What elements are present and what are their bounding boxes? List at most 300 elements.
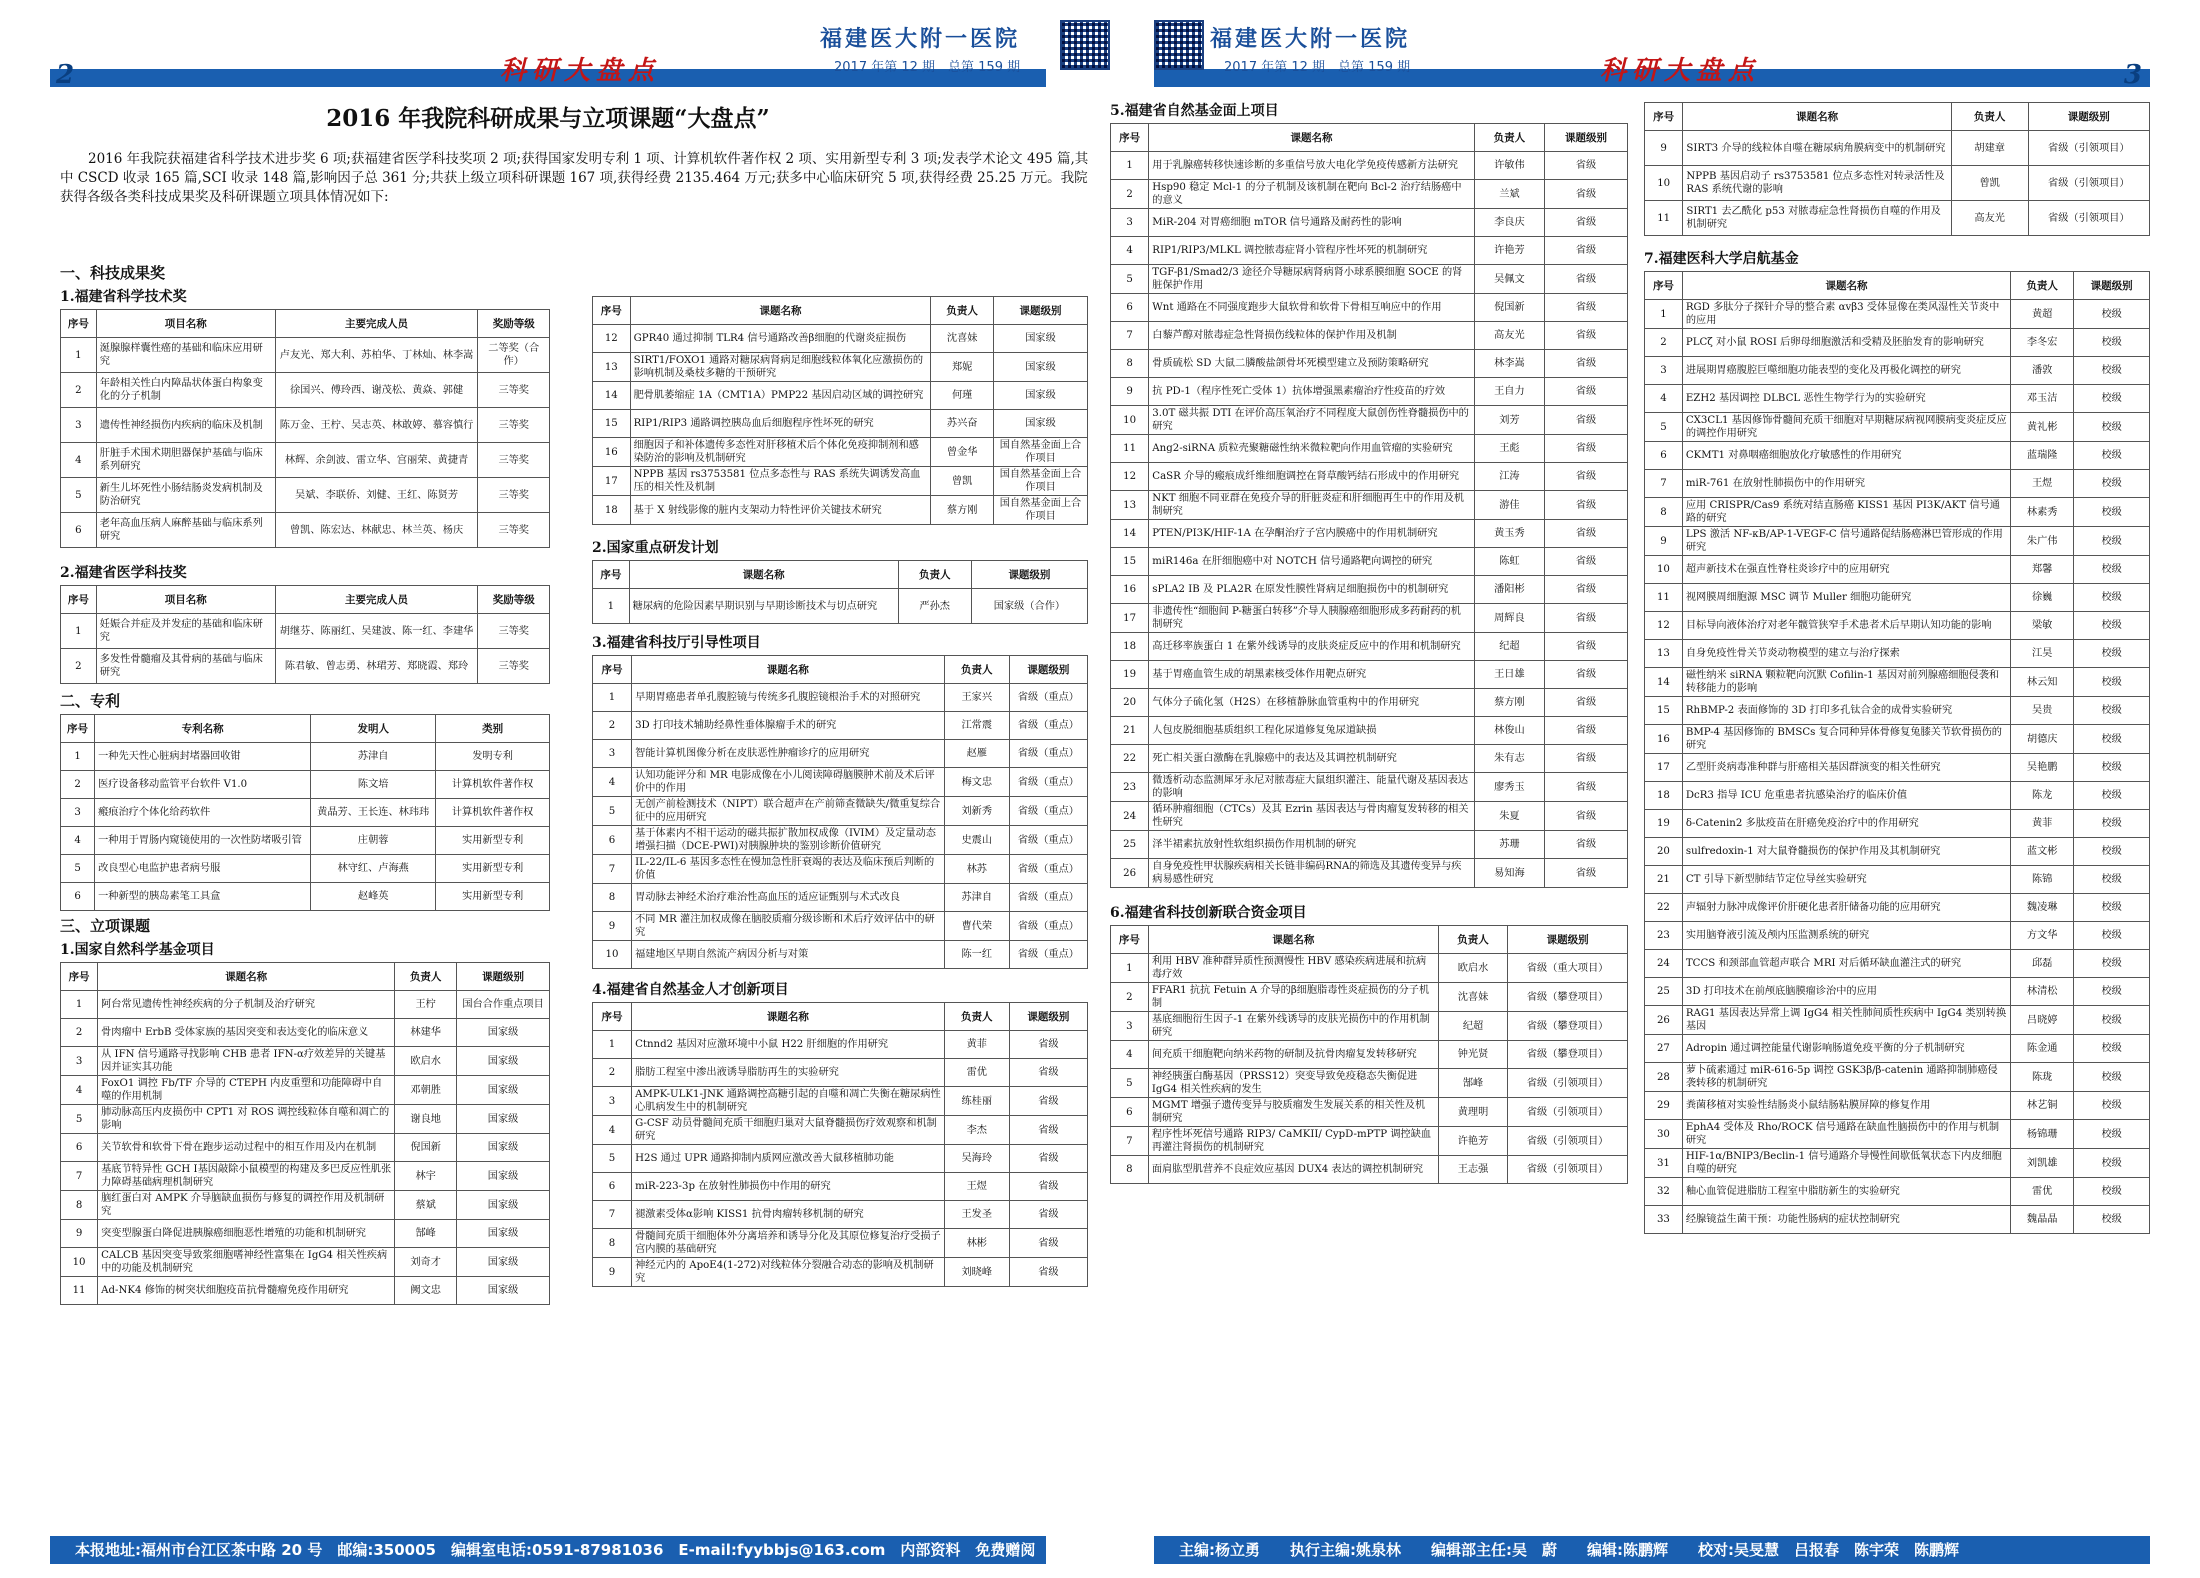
person-cell: 王志强	[1438, 1156, 1507, 1184]
row-number: 26	[1111, 859, 1149, 888]
person-cell: 陈文培	[311, 771, 436, 799]
table-row	[593, 325, 1088, 353]
column-header: 负责人	[1474, 124, 1544, 152]
row-number: 1	[593, 684, 632, 712]
project-name: MGMT 增强子遗传变异与胶质瘤发生发展关系的相关性及机制研究	[1148, 1098, 1438, 1127]
project-name: 人包皮脱细胞基质组织工程化尿道修复兔尿道缺损	[1149, 717, 1475, 745]
issue-info: 2017 年第 12 期 总第 159 期	[834, 60, 1021, 75]
table-row	[1111, 491, 1628, 520]
person-cell: 方文华	[2011, 922, 2074, 950]
level-cell: 省级	[1009, 1116, 1087, 1145]
table-row	[61, 1162, 550, 1191]
person-cell: 雷优	[944, 1059, 1009, 1087]
table-qihang	[1644, 271, 2150, 1234]
level-cell: 三等奖	[478, 649, 550, 684]
table-row	[61, 827, 550, 855]
table-row	[1645, 866, 2150, 894]
person-cell: 吴斌、李联侨、刘健、王红、陈贤芳	[275, 478, 478, 513]
subsection-heading: 3.福建省科技厅引导性项目	[592, 635, 761, 651]
level-cell: 校级	[2074, 754, 2150, 782]
person-cell: 庄朝蓉	[311, 827, 436, 855]
level-cell: 国家级	[457, 1134, 550, 1162]
level-cell: 省级	[1545, 350, 1628, 378]
person-cell: 潘敦	[2011, 357, 2074, 385]
level-cell: 国家级	[457, 1191, 550, 1220]
project-name: 3D 打印技术在前颅底脑膜瘤诊治中的应用	[1682, 978, 2010, 1006]
column-header: 序号	[593, 297, 631, 325]
person-cell: 蔡斌	[395, 1191, 457, 1220]
person-cell: 林宇	[395, 1162, 457, 1191]
table-row	[61, 883, 550, 911]
level-cell: 省级	[1545, 180, 1628, 209]
level-cell: 国家级	[457, 1047, 550, 1076]
level-cell: 校级	[2074, 894, 2150, 922]
person-cell: 吕晓婷	[2011, 1006, 2074, 1035]
column-header: 课题名称	[98, 963, 395, 991]
table-header-row	[593, 297, 1088, 325]
row-number: 2	[593, 1059, 632, 1087]
level-cell: 省级（重点）	[1009, 884, 1087, 912]
table-guide	[592, 655, 1088, 969]
project-name: 福建地区早期自然流产病因分析与对策	[632, 941, 945, 969]
row-number: 14	[1111, 520, 1149, 548]
level-cell: 国家级	[457, 1019, 550, 1047]
table-row	[1645, 810, 2150, 838]
level-cell: 省级（重点）	[1009, 941, 1087, 969]
level-cell: 校级	[2074, 556, 2150, 584]
project-name: 遗传性神经损伤内疾病的临床及机制	[96, 408, 275, 443]
person-cell: 曹代荣	[944, 912, 1009, 941]
row-number: 10	[1645, 166, 1683, 201]
column-header: 主要完成人员	[275, 310, 478, 338]
row-number: 1	[1111, 152, 1149, 180]
table-row	[1111, 378, 1628, 406]
person-cell: 高友光	[1951, 201, 2028, 236]
row-number: 6	[61, 513, 97, 548]
row-number: 9	[61, 1220, 98, 1248]
row-number: 8	[61, 1191, 98, 1220]
project-name: miR-761 在放射性肺损伤中的作用研究	[1682, 470, 2010, 498]
table-row	[593, 912, 1088, 941]
project-name: MiR-204 对胃癌细胞 mTOR 信号通路及耐药性的影响	[1149, 209, 1475, 237]
table-row	[1111, 463, 1628, 491]
level-cell: 省级（引领项目）	[2028, 201, 2149, 236]
project-name: 无创产前检测技术（NIPT）联合超声在产前筛查微缺失/微重复综合征中的应用研究	[632, 797, 945, 826]
level-cell: 省级	[1545, 209, 1628, 237]
level-cell: 省级	[1545, 152, 1628, 180]
column-header: 序号	[593, 561, 630, 589]
project-name: EZH2 基因调控 DLBCL 恶性生物学行为的实验研究	[1682, 385, 2010, 413]
row-number: 10	[593, 941, 632, 969]
level-cell: 省级	[1545, 717, 1628, 745]
table-row	[593, 1059, 1088, 1087]
level-cell: 省级	[1545, 576, 1628, 604]
table-row	[1111, 548, 1628, 576]
project-name: 早期胃癌患者单孔腹腔镜与传统多孔腹腔镜根治手术的对照研究	[632, 684, 945, 712]
person-cell: 郜峰	[1438, 1069, 1507, 1098]
level-cell: 国家级	[457, 1277, 550, 1305]
table-row	[593, 740, 1088, 768]
person-cell: 阙文忠	[395, 1277, 457, 1305]
person-cell: 黄理明	[1438, 1098, 1507, 1127]
row-number: 22	[1111, 745, 1149, 773]
level-cell: 国家级	[457, 1248, 550, 1277]
person-cell: 郑馨	[2011, 556, 2074, 584]
project-name: 关节软骨和软骨下骨在跑步运动过程中的相互作用及内在机制	[98, 1134, 395, 1162]
table-header-row	[593, 561, 1088, 589]
row-number: 3	[61, 408, 97, 443]
table-row	[1645, 1092, 2150, 1120]
level-cell: 省级（攀登项目）	[1508, 983, 1628, 1012]
person-cell: 刘新秀	[944, 797, 1009, 826]
right-column-a	[1110, 100, 1628, 1184]
table-header-row	[61, 310, 550, 338]
table-mianshang	[1110, 123, 1628, 888]
table-row	[1645, 329, 2150, 357]
project-name: 褪激素受体α影响 KISS1 抗骨肉瘤转移机制的研究	[632, 1201, 945, 1229]
level-cell: 省级	[1009, 1258, 1087, 1287]
project-name: 白藜芦醇对脓毒症急性肾损伤线粒体的保护作用及机制	[1149, 322, 1475, 350]
person-cell: 游佳	[1474, 491, 1544, 520]
project-name: 老年高血压病人麻醉基础与临床系列研究	[96, 513, 275, 548]
person-cell: 曾凯	[931, 467, 994, 496]
table-row	[61, 1105, 550, 1134]
person-cell: 林素秀	[2011, 498, 2074, 527]
level-cell: 校级	[2074, 1178, 2150, 1206]
project-name: 利用 HBV 准种群异质性预测慢性 HBV 感染疾病进展和抗病毒疗效	[1148, 954, 1438, 983]
row-number: 2	[1111, 180, 1149, 209]
column-header: 课题级别	[1545, 124, 1628, 152]
project-name: BMP-4 基因修饰的 BMSCs 复合同种异体骨修复兔膝关节软骨损伤的研究	[1682, 725, 2010, 754]
row-number: 5	[1645, 413, 1683, 442]
row-number: 1	[61, 614, 97, 649]
level-cell: 校级	[2074, 498, 2150, 527]
table-row	[1645, 754, 2150, 782]
project-name: RAG1 基因表达异常上调 IgG4 相关性肺间质性疾病中 IgG4 类别转换基因	[1682, 1006, 2010, 1035]
row-number: 10	[1111, 406, 1149, 435]
table-row	[593, 1087, 1088, 1116]
level-cell: 计算机软件著作权	[436, 799, 550, 827]
person-cell: 刘奇才	[395, 1248, 457, 1277]
row-number: 20	[1111, 689, 1149, 717]
person-cell: 吴佩文	[1474, 265, 1544, 294]
project-name: 医疗设备移动监管平台软件 V1.0	[95, 771, 311, 799]
person-cell: 纪超	[1474, 633, 1544, 661]
level-cell: 省级	[1545, 237, 1628, 265]
person-cell: 江昊	[2011, 640, 2074, 668]
level-cell: 国家级	[994, 325, 1088, 353]
level-cell: 省级	[1545, 859, 1628, 888]
level-cell: 校级	[2074, 668, 2150, 697]
column-header: 课题级别	[971, 561, 1087, 589]
table-row	[61, 338, 550, 373]
row-number: 17	[593, 467, 631, 496]
project-name: 声辐射力脉冲成像评价肝硬化患者肝储备功能的应用研究	[1682, 894, 2010, 922]
person-cell: 胡继芬、陈丽红、吴建波、陈一红、李建华	[275, 614, 478, 649]
level-cell: 省级	[1009, 1087, 1087, 1116]
level-cell: 国家级	[457, 1076, 550, 1105]
table-patents	[60, 714, 550, 911]
row-number: 11	[1645, 584, 1683, 612]
project-name: DcR3 指导 ICU 危重患者抗感染治疗的临床价值	[1682, 782, 2010, 810]
level-cell: 省级（重点）	[1009, 684, 1087, 712]
subsection-heading: 2.福建省医学科技奖	[60, 565, 187, 581]
project-name: Hsp90 稳定 Mcl-1 的分子机制及该机制在靶向 Bcl-2 治疗结肠癌中的意义	[1149, 180, 1475, 209]
row-number: 14	[593, 382, 631, 410]
project-name: 神经元内的 ApoE4(1-272)对线粒体分裂融合动态的影响及机制研究	[632, 1258, 945, 1287]
row-number: 2	[61, 1019, 98, 1047]
row-number: 33	[1645, 1206, 1683, 1234]
project-name: 用于乳腺癌转移快速诊断的多重信号放大电化学免疫传感新方法研究	[1149, 152, 1475, 180]
table-row	[1645, 413, 2150, 442]
level-cell: 三等奖	[478, 408, 550, 443]
column-header: 序号	[1111, 124, 1149, 152]
person-cell: 朱有志	[1474, 745, 1544, 773]
row-number: 11	[1111, 435, 1149, 463]
table-row	[593, 1116, 1088, 1145]
project-name: 基于胃癌血管生成的胡黑素核受体作用靶点研究	[1149, 661, 1475, 689]
level-cell: 省级（引领项目）	[1508, 1069, 1628, 1098]
table-row	[61, 1047, 550, 1076]
level-cell: 国自然基金面上合作项目	[994, 438, 1088, 467]
person-cell: 林艺铜	[2011, 1092, 2074, 1120]
table-row	[61, 855, 550, 883]
level-cell: 校级	[2074, 782, 2150, 810]
table-row	[1111, 1156, 1628, 1184]
person-cell: 何瑾	[931, 382, 994, 410]
level-cell: 校级	[2074, 357, 2150, 385]
table-talent	[592, 1002, 1088, 1287]
project-name: Ang2-siRNA 质粒壳聚糖磁性纳米微粒靶向作用血管瘤的实验研究	[1149, 435, 1475, 463]
table-header-row	[593, 656, 1088, 684]
level-cell: 省级	[1545, 265, 1628, 294]
table-row	[593, 941, 1088, 969]
level-cell: 省级	[1545, 831, 1628, 859]
person-cell: 蓝文彬	[2011, 838, 2074, 866]
table-row	[1111, 294, 1628, 322]
table-row	[1645, 442, 2150, 470]
table-row	[593, 1229, 1088, 1258]
person-cell: 朱广伟	[2011, 527, 2074, 556]
table-award-med	[60, 585, 550, 684]
right-header	[1154, 14, 2150, 94]
table-row	[593, 353, 1088, 382]
table-row	[593, 884, 1088, 912]
row-number: 17	[1111, 604, 1149, 633]
project-name: RIP1/RIP3 通路调控胰岛血后细胞程序性坏死的研究	[630, 410, 931, 438]
article-title: 2016 年我院科研成果与立项课题“大盘点”	[326, 105, 770, 132]
project-name: 3D 打印技术辅助经鼻性垂体腺瘤手术的研究	[632, 712, 945, 740]
level-cell: 省级	[1545, 802, 1628, 831]
hospital-logo-icon	[1060, 20, 1110, 70]
project-name: Adropin 通过调控能量代谢影响肠道免疫平衡的分子机制研究	[1682, 1035, 2010, 1063]
project-name: 程序性坏死信号通路 RIP3/ CaMKII/ CypD-mPTP 调控缺血再灌注肾损伤的机制研究	[1148, 1127, 1438, 1156]
level-cell: 校级	[2074, 1035, 2150, 1063]
column-header: 序号	[61, 963, 98, 991]
project-name: 肺动脉高压内皮损伤中 CPT1 对 ROS 调控线粒体自噬和凋亡的影响	[98, 1105, 395, 1134]
table-row	[1645, 612, 2150, 640]
row-number: 21	[1111, 717, 1149, 745]
level-cell: 校级	[2074, 725, 2150, 754]
row-number: 24	[1645, 950, 1683, 978]
level-cell: 国自然基金面上合作项目	[994, 496, 1088, 525]
project-name: 年龄相关性白内障晶状体蛋白构象变化的分子机制	[96, 373, 275, 408]
level-cell: 国家级	[994, 353, 1088, 382]
project-name: FFAR1 抗抗 Fetuin A 介导的β细胞脂毒性炎症损伤的分子机制	[1148, 983, 1438, 1012]
table-row	[1111, 1098, 1628, 1127]
column-header: 课题名称	[629, 561, 898, 589]
project-name: miR-223-3p 在放射性肺损伤中作用的研究	[632, 1173, 945, 1201]
row-number: 15	[1645, 697, 1683, 725]
row-number: 20	[1645, 838, 1683, 866]
column-header: 序号	[1111, 926, 1149, 954]
project-name: 微透析动态监测犀牙永尼对脓毒症大鼠组织灌注、能量代谢及基因表达的影响	[1149, 773, 1475, 802]
row-number: 2	[61, 771, 95, 799]
project-name: 神经胰蛋白酶基因（PRSS12）突变导致免疫稳态失衡促进 IgG4 相关性疾病的发生	[1148, 1069, 1438, 1098]
row-number: 4	[61, 827, 95, 855]
column-header: 负责人	[1951, 103, 2028, 131]
left-footer: 本报地址:福州市台江区茶中路 20 号 邮编:350005 编辑室电话:0591-87981036 E-mail:fyybbjs@163.com 内部资料 免费赠阅	[50, 1536, 1046, 1564]
table-row	[1111, 322, 1628, 350]
project-name: 非遗传性“细胞间 P-糖蛋白转移”介导人胰腺癌细胞形成多药耐药的机制研究	[1149, 604, 1475, 633]
person-cell: 徐国兴、傅玲西、谢茂松、黄焱、郭健	[275, 373, 478, 408]
project-name: NKT 细胞不同亚群在免疫介导的肝脏炎症和肝细胞再生中的作用及机制研究	[1149, 491, 1475, 520]
level-cell: 省级	[1009, 1201, 1087, 1229]
project-name: LPS 激活 NF-κB/AP-1-VEGF-C 信号通路促结肠癌淋巴管形成的作用研究	[1682, 527, 2010, 556]
level-cell: 国家级	[457, 1105, 550, 1134]
level-cell: 校级	[2074, 1149, 2150, 1178]
person-cell: 易知海	[1474, 859, 1544, 888]
row-number: 25	[1111, 831, 1149, 859]
column-header: 课题名称	[632, 656, 945, 684]
row-number: 2	[593, 712, 632, 740]
person-cell: 沈喜妹	[1438, 983, 1507, 1012]
person-cell: 苏津自	[311, 743, 436, 771]
level-cell: 省级	[1545, 773, 1628, 802]
level-cell: 实用新型专利	[436, 827, 550, 855]
table-row	[61, 513, 550, 548]
table-row	[1645, 950, 2150, 978]
table-row	[1645, 782, 2150, 810]
column-header: 课题名称	[1682, 272, 2010, 300]
project-name: 骨质硫松 SD 大鼠二膦酸盐颌骨坏死模型建立及预防策略研究	[1149, 350, 1475, 378]
left-column-a	[60, 262, 550, 1305]
project-name: 进展期胃癌腹腔巨噬细胞功能表型的变化及再极化调控的研究	[1682, 357, 2010, 385]
table-row	[593, 496, 1088, 525]
row-number: 8	[593, 1229, 632, 1258]
row-number: 3	[61, 1047, 98, 1076]
table-row	[593, 382, 1088, 410]
project-name: 糖尿病的危险因素早期识别与早期诊断技术与切点研究	[629, 589, 898, 624]
row-number: 3	[593, 740, 632, 768]
person-cell: 吴贵	[2011, 697, 2074, 725]
person-cell: 江常震	[944, 712, 1009, 740]
table-row	[61, 1191, 550, 1220]
table-row	[1111, 1069, 1628, 1098]
project-name: 一种用于胃肠内窥镜使用的一次性防堵吸引管	[95, 827, 311, 855]
table-row	[1111, 802, 1628, 831]
level-cell: 校级	[2074, 1063, 2150, 1092]
row-number: 9	[1645, 131, 1683, 166]
section-heading: 二、专利	[60, 692, 121, 710]
person-cell: 苏兴奋	[931, 410, 994, 438]
person-cell: 蓝瑞隆	[2011, 442, 2074, 470]
table-row	[1645, 1035, 2150, 1063]
table-row	[1645, 1178, 2150, 1206]
person-cell: 倪国新	[1474, 294, 1544, 322]
person-cell: 邓玉洁	[2011, 385, 2074, 413]
row-number: 5	[593, 1145, 632, 1173]
level-cell: 省级（重点）	[1009, 768, 1087, 797]
person-cell: 潘阳彬	[1474, 576, 1544, 604]
row-number: 4	[61, 1076, 98, 1105]
table-row	[1111, 520, 1628, 548]
column-header: 序号	[61, 586, 97, 614]
level-cell: 校级	[2074, 470, 2150, 498]
project-name: 视网膜周细胞源 MSC 调节 Muller 细胞功能研究	[1682, 584, 2010, 612]
person-cell: 高友光	[1474, 322, 1544, 350]
table-row	[1645, 1006, 2150, 1035]
table-row	[1111, 1127, 1628, 1156]
person-cell: 王发圣	[944, 1201, 1009, 1229]
person-cell: 蔡方刚	[931, 496, 994, 525]
project-name: IL-22/IL-6 基因多态性在慢加急性肝衰竭的表达及临床预后判断的价值	[632, 855, 945, 884]
person-cell: 苏津自	[944, 884, 1009, 912]
level-cell: 省级	[1009, 1229, 1087, 1258]
row-number: 3	[1111, 209, 1149, 237]
person-cell: 吴艳鹏	[2011, 754, 2074, 782]
person-cell: 陈万金、王柠、吴志英、林敢婷、慕容慎行	[275, 408, 478, 443]
project-name: 改良型心电监护患者病号服	[95, 855, 311, 883]
row-number: 22	[1645, 894, 1683, 922]
column-header: 类别	[436, 715, 550, 743]
level-cell: 三等奖	[478, 614, 550, 649]
table-row	[1111, 237, 1628, 265]
project-name: 经腺镜益生菌干预：功能性肠病的症状控制研究	[1682, 1206, 2010, 1234]
level-cell: 国台合作重点项目	[457, 991, 550, 1019]
row-number: 24	[1111, 802, 1149, 831]
level-cell: 省级	[1545, 378, 1628, 406]
level-cell: 省级	[1545, 745, 1628, 773]
hospital-name: 福建医大附一医院	[820, 27, 1021, 52]
table-row	[1111, 180, 1628, 209]
person-cell: 王日雄	[1474, 661, 1544, 689]
row-number: 8	[1111, 1156, 1149, 1184]
row-number: 4	[1111, 1041, 1149, 1069]
row-number: 25	[1645, 978, 1683, 1006]
row-number: 1	[61, 743, 95, 771]
person-cell: 梁敏	[2011, 612, 2074, 640]
table-row	[61, 408, 550, 443]
level-cell: 国家级	[457, 1220, 550, 1248]
table-row	[1645, 1149, 2150, 1178]
project-name: 脂肪工程室中渗出液诱导脂肪再生的实验研究	[632, 1059, 945, 1087]
level-cell: 省级（攀登项目）	[1508, 1012, 1628, 1041]
subsection-heading: 2.国家重点研发计划	[592, 540, 719, 556]
row-number: 16	[1645, 725, 1683, 754]
row-number: 6	[593, 1173, 632, 1201]
row-number: 3	[1111, 1012, 1149, 1041]
project-name: TGF-β1/Smad2/3 途径介导糖尿病肾病肾小球系膜细胞 SOCE 的肾脏保护作用	[1149, 265, 1475, 294]
subsection-heading: 1.国家自然科学基金项目	[60, 942, 215, 958]
row-number: 12	[1645, 612, 1683, 640]
table-header-row	[1645, 103, 2150, 131]
table-row	[1645, 640, 2150, 668]
level-cell: 校级	[2074, 527, 2150, 556]
level-cell: 校级	[2074, 300, 2150, 329]
row-number: 26	[1645, 1006, 1683, 1035]
table-row	[1645, 556, 2150, 584]
